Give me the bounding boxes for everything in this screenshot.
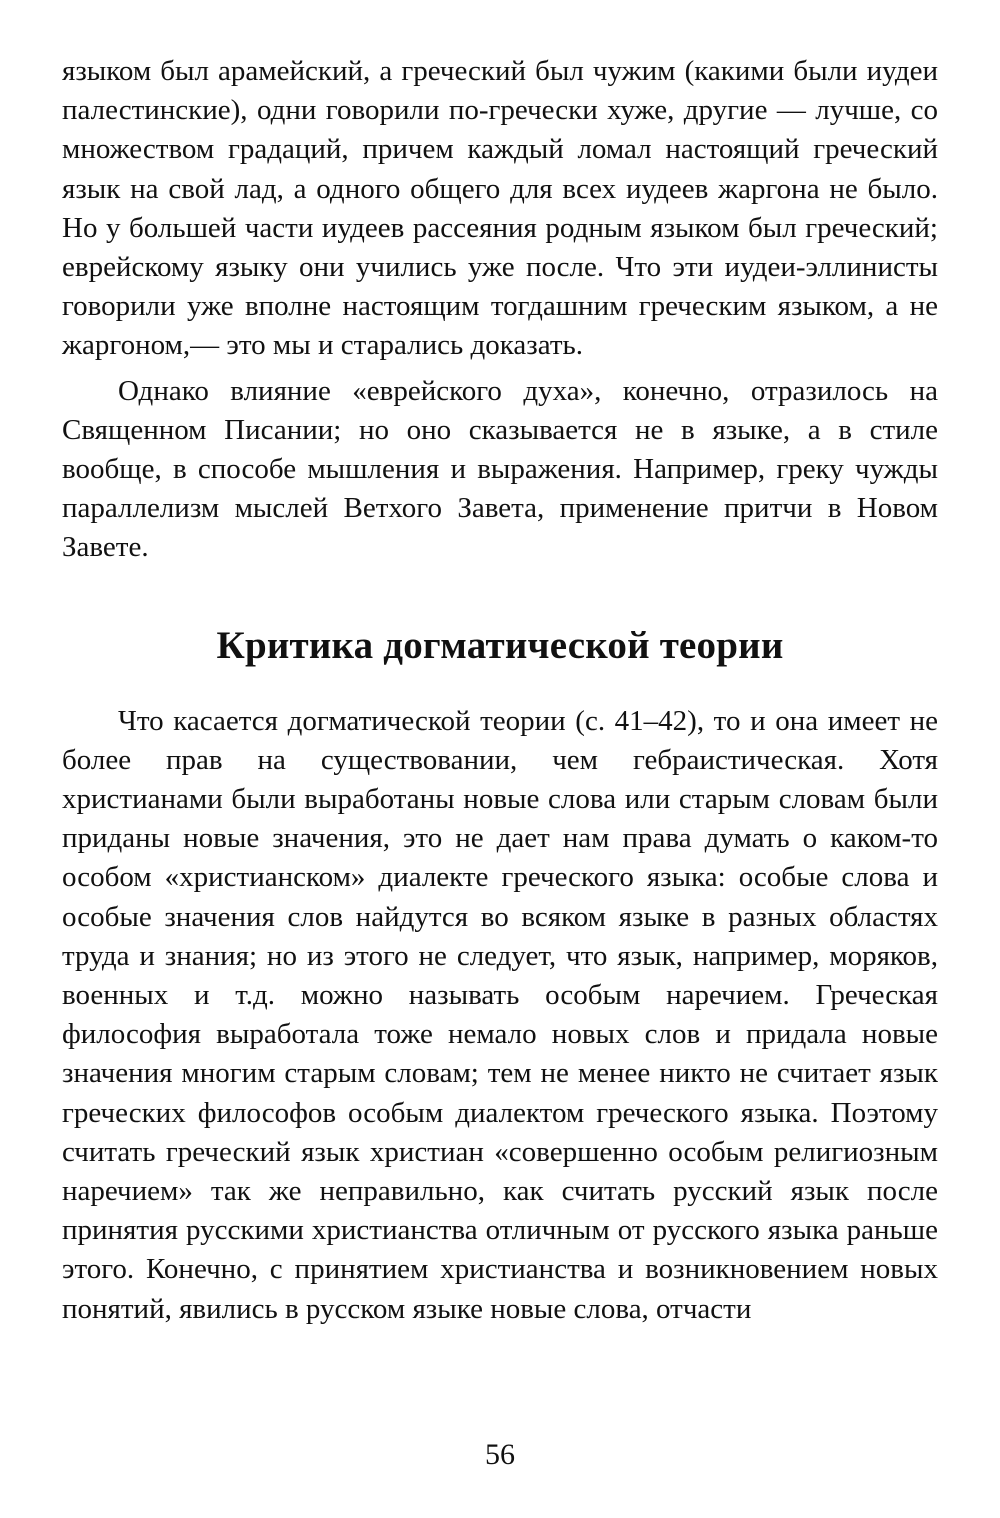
page-number: 56 <box>485 1438 515 1471</box>
section-heading: Критика догматической теории <box>216 623 784 667</box>
paragraph-dogmatic-theory: Что касается догматической теории (с. 41–42), то и она имеет не более прав на существовании, чем гебраистическая. Хотя христианами были выработаны новые слова или старым словам были приданы новые значения, это не дает нам права думать о каком-то особом «христианском» диалекте греческого языка: особые слова и особые значения слов найдутся во всяком языке в разных областях труда и знания; но из этого не следует, что язык, например, моряков, военных и т.д. можно называть особым наречием. Греческая философия выработала тоже немало новых слов и придала новые значения многим старым словам; тем не менее никто не считает язык греческих философов особым диалектом греческого языка. Поэтому считать греческий язык христиан «совершенно особым религиозным наречием» так же неправильно, как считать русский язык после принятия русскими христианства отличным от русского языка раньше этого. Конечно, с принятием христианства и возникновением новых понятий, явились в русском языке новые слова, отчасти <box>62 704 938 1325</box>
page-body <box>62 52 938 1329</box>
paragraph-continued: языком был арамейский, а греческий был чужим (какими были иудеи палестинские), одни говорили по-гречески хуже, другие — лучше, со множеством градаций, причем каждый ломал настоящий греческий язык на свой лад, а одного общего для всех иудеев жаргона не было. Но у большей части иудеев рассеяния родным языком был греческий; еврейскому языку они учились уже после. Что эти иудеи-эллинисты говорили уже вполне настоящим тогдашним греческим языком, а не жаргоном,— это мы и старались доказать. <box>62 55 938 362</box>
paragraph-jewish-spirit: Однако влияние «еврейского духа», конечно, отразилось на Священном Писании; но оно сказывается не в языке, а в стиле вообще, в способе мышления и выражения. Например, греку чужды параллелизм мыслей Ветхого Завета, применение притчи в Новом Завете. <box>62 374 938 564</box>
